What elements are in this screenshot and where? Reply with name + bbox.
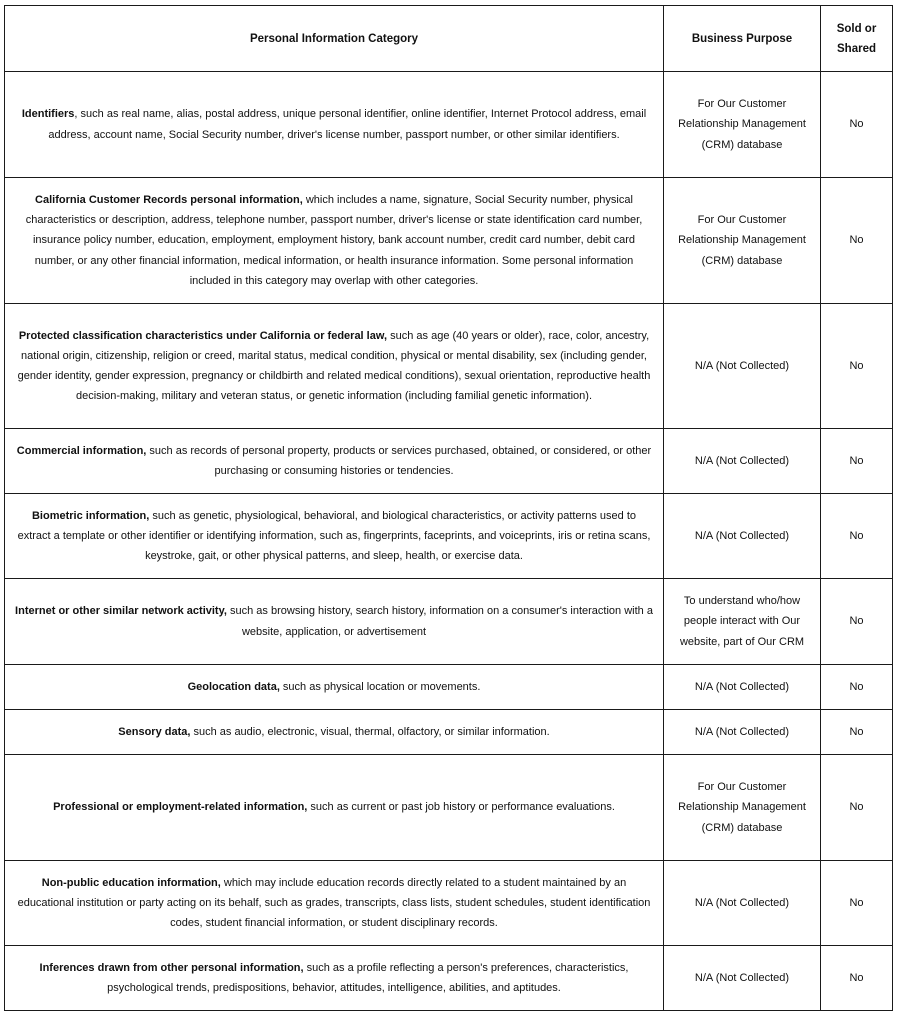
- category-name: Identifiers: [21, 108, 75, 121]
- table-row: [5, 72, 893, 178]
- sold-shared-cell: No: [821, 946, 893, 1011]
- category-description: such as genetic, physiological, behavioral, and biological characteristics, or activity patterns used to extract a template or other identifier or identifying information, such as, fingerprints, faceprints, and voiceprints, iris or retina scans, keystroke, gait, or other physical patterns, and sleep, health, or exercise data.: [17, 509, 651, 563]
- table-row: [5, 861, 893, 946]
- category-description: which includes a name, signature, Social Security number, physical characteristics or description, address, telephone number, passport number, driver's license or state identification card number, insurance policy number, education, employment, employment history, bank account number, credit card number, debit card number, or any other financial information, medical information, or health insurance information. Some personal information included in this category may overlap with other categories.: [25, 193, 643, 287]
- table-row: [5, 665, 893, 710]
- category-name: Geolocation data,: [187, 680, 280, 693]
- category-cell: [5, 755, 664, 861]
- business-purpose-cell: N/A (Not Collected): [664, 861, 821, 946]
- business-purpose-cell: N/A (Not Collected): [664, 429, 821, 494]
- header-sold-or-shared: Sold or Shared: [821, 6, 893, 72]
- category-description: such as age (40 years or older), race, color, ancestry, national origin, citizenship, religion or creed, marital status, medical condition, physical or mental disability, sex (including gender, gender identity, gender expression, pregnancy or childbirth and related medical conditions), sexual orientation, reproductive health decision-making, military and veteran status, or genetic information (including familial genetic information).: [17, 329, 651, 403]
- category-name: California Customer Records personal information,: [35, 193, 303, 206]
- business-purpose-cell: To understand who/how people interact with Our website, part of Our CRM: [664, 579, 821, 665]
- business-purpose-cell: For Our Customer Relationship Management (CRM) database: [664, 72, 821, 178]
- sold-shared-cell: No: [821, 861, 893, 946]
- sold-shared-cell: No: [821, 304, 893, 429]
- category-name: Non-public education information,: [41, 876, 221, 889]
- header-business-purpose: Business Purpose: [664, 6, 821, 72]
- sold-shared-cell: No: [821, 72, 893, 178]
- category-name: Commercial information,: [16, 444, 147, 457]
- category-description: such as current or past job history or performance evaluations.: [307, 801, 615, 814]
- category-cell: [5, 946, 664, 1011]
- category-name: Professional or employment-related information,: [53, 801, 308, 814]
- category-description: such as audio, electronic, visual, thermal, olfactory, or similar information.: [190, 725, 550, 738]
- category-name: Biometric information,: [31, 509, 150, 522]
- business-purpose-cell: For Our Customer Relationship Management (CRM) database: [664, 178, 821, 304]
- category-cell: [5, 304, 664, 429]
- sold-shared-cell: No: [821, 494, 893, 579]
- category-cell: [5, 861, 664, 946]
- table-row: [5, 946, 893, 1011]
- category-name: Protected classification characteristics under California or federal law,: [18, 329, 388, 342]
- table-row: [5, 304, 893, 429]
- table-row: [5, 178, 893, 304]
- category-cell: [5, 429, 664, 494]
- category-description: such as records of personal property, products or services purchased, obtained, or considered, or other purchasing or consuming histories or tendencies.: [146, 444, 652, 477]
- category-description: such as physical location or movements.: [279, 680, 481, 693]
- sold-shared-cell: No: [821, 710, 893, 755]
- business-purpose-cell: For Our Customer Relationship Management (CRM) database: [664, 755, 821, 861]
- business-purpose-cell: N/A (Not Collected): [664, 665, 821, 710]
- category-cell: [5, 710, 664, 755]
- sold-shared-cell: No: [821, 755, 893, 861]
- table-header-row: [5, 6, 893, 72]
- category-cell: [5, 72, 664, 178]
- category-name: Sensory data,: [118, 725, 191, 738]
- category-cell: [5, 665, 664, 710]
- category-description: such as a profile reflecting a person's preferences, characteristics, psychological trends, predispositions, behavior, attitudes, intelligence, abilities, and aptitudes.: [107, 961, 629, 994]
- sold-shared-cell: No: [821, 665, 893, 710]
- category-name: Inferences drawn from other personal information,: [39, 961, 304, 974]
- business-purpose-cell: N/A (Not Collected): [664, 304, 821, 429]
- category-name: Internet or other similar network activity,: [15, 605, 227, 618]
- sold-shared-cell: No: [821, 178, 893, 304]
- table-row: [5, 494, 893, 579]
- personal-info-table: [4, 5, 893, 1011]
- header-category: Personal Information Category: [5, 6, 664, 72]
- sold-shared-cell: No: [821, 579, 893, 665]
- table-row: [5, 710, 893, 755]
- category-description: which may include education records directly related to a student maintained by an educational institution or party acting on its behalf, such as grades, transcripts, class lists, student schedules, student identification codes, student financial information, or student disciplinary records.: [17, 876, 651, 930]
- business-purpose-cell: N/A (Not Collected): [664, 946, 821, 1011]
- category-description: , such as real name, alias, postal address, unique personal identifier, online identifier, Internet Protocol address, email address, account name, Social Security number, driver's license number, passport number, or other similar identifiers.: [48, 108, 647, 141]
- table-row: [5, 755, 893, 861]
- category-description: such as browsing history, search history, information on a consumer's interaction with a website, application, or advertisement: [226, 605, 653, 638]
- business-purpose-cell: N/A (Not Collected): [664, 494, 821, 579]
- sold-shared-cell: No: [821, 429, 893, 494]
- category-cell: [5, 178, 664, 304]
- category-cell: [5, 579, 664, 665]
- business-purpose-cell: N/A (Not Collected): [664, 710, 821, 755]
- category-cell: [5, 494, 664, 579]
- table-row: [5, 579, 893, 665]
- table-row: [5, 429, 893, 494]
